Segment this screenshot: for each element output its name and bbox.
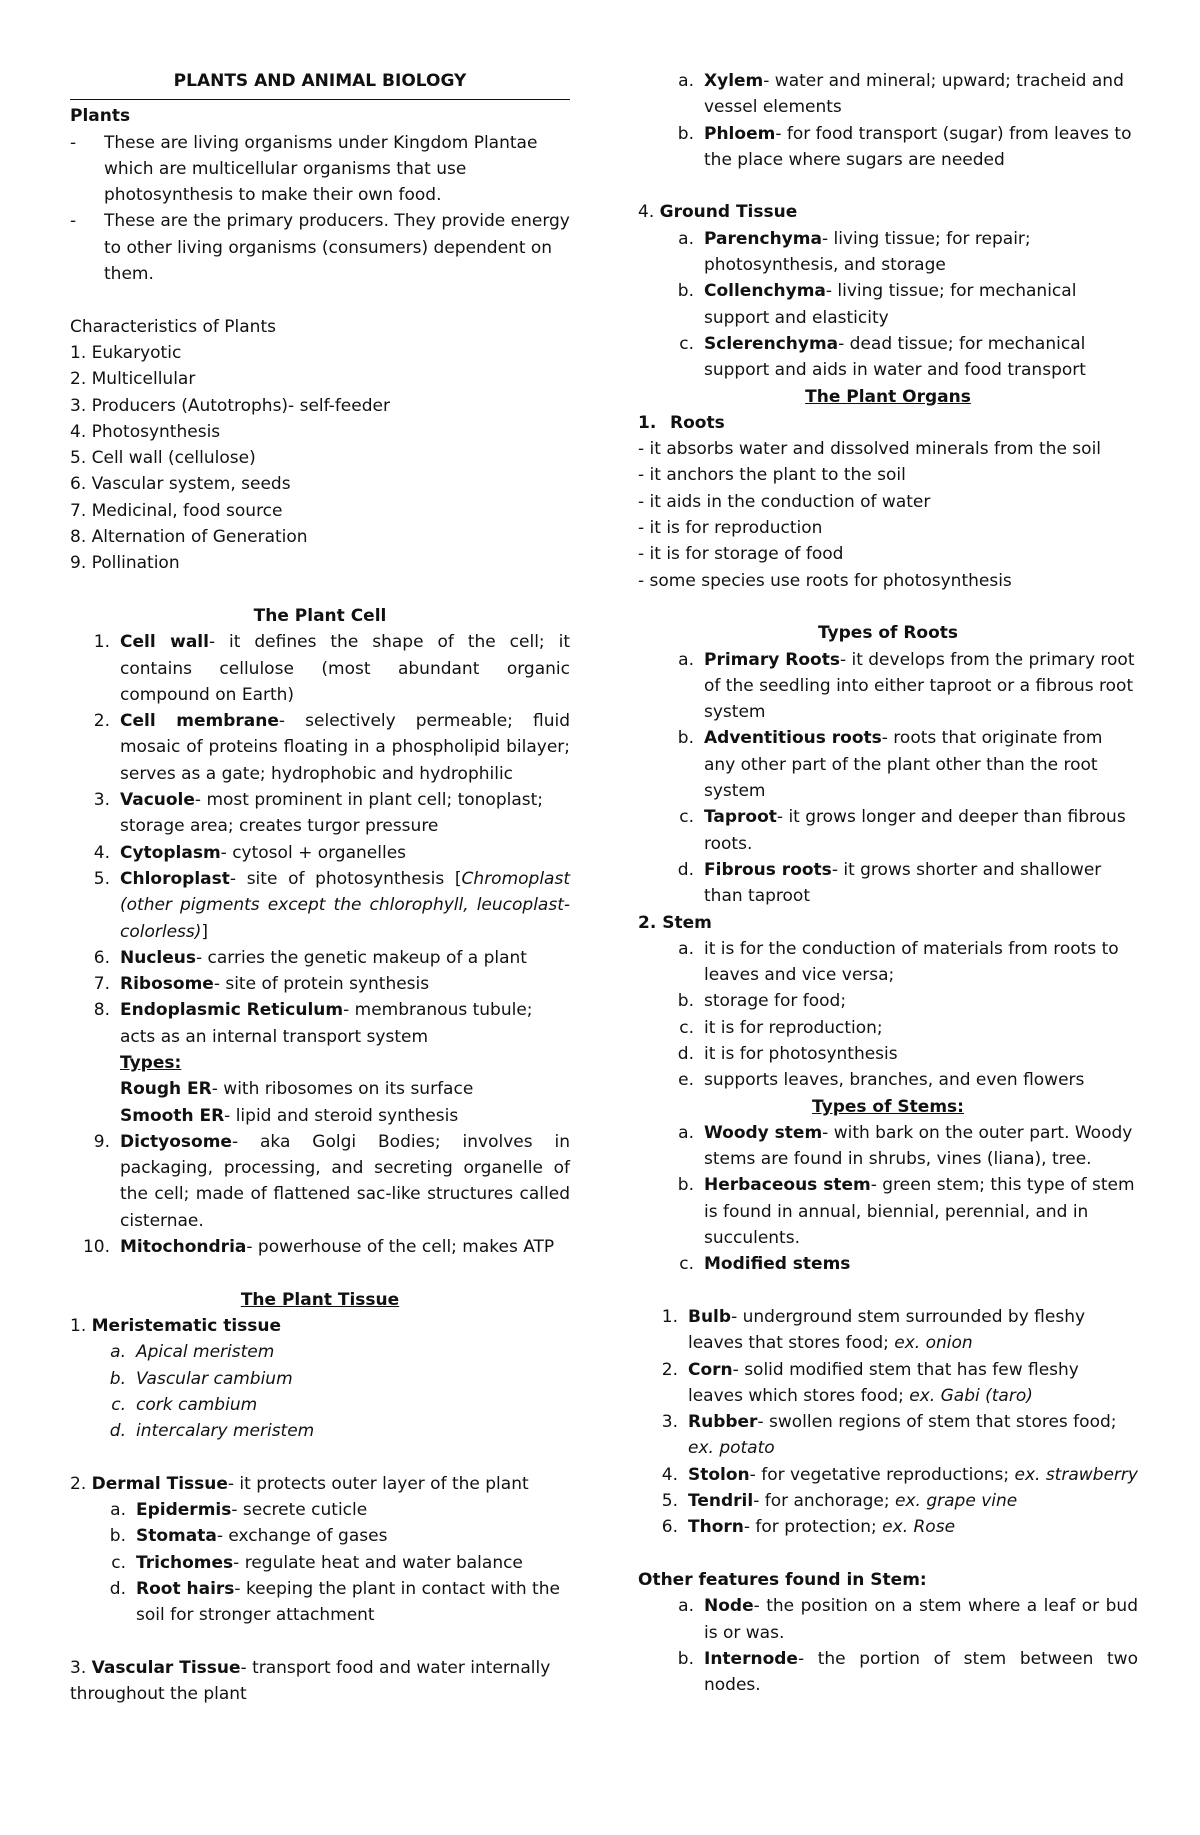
stem-item xyxy=(638,1041,1138,1067)
cell-text: - cytosol + organelles xyxy=(220,842,407,863)
ground-term: Parenchyma xyxy=(704,228,822,249)
feature-text: - the portion of stem between two nodes. xyxy=(704,1648,1138,1696)
cell-term: Nucleus xyxy=(120,947,196,968)
item-letter: c. xyxy=(679,1254,694,1275)
cell-text: - it defines the shape of the cell; it contains cellulose (most abundant organic compound on Earth) xyxy=(120,632,570,705)
modified-stem-term: Thorn xyxy=(688,1517,744,1538)
item-letter: d. xyxy=(677,859,694,880)
item-number: 7. xyxy=(93,974,110,995)
item-letter: d. xyxy=(109,1421,126,1442)
modified-stem-text: - for vegetative reproductions; xyxy=(749,1464,1015,1485)
roots-item: - it absorbs water and dissolved minerals from the soil xyxy=(638,439,1102,460)
item-letter: d. xyxy=(677,1043,694,1064)
cell-term: Cell wall xyxy=(120,632,209,653)
characteristic-item: 4. Photosynthesis xyxy=(70,421,221,442)
cell-text: - selectively permeable; fluid mosaic of proteins floating in a phospholipid bilayer; serves as a gate; hydrophobic and hydrophilic xyxy=(120,711,570,784)
ground-text: - dead tissue; for mechanical support and aids in water and food transport xyxy=(704,333,1086,381)
plants-bullet-text: These are the primary producers. They provide energy to other living organisms (consumers) dependent on them. xyxy=(104,211,570,285)
dermal-item xyxy=(70,1550,570,1576)
cell-term: Vacuole xyxy=(120,790,195,811)
item-number: 9. xyxy=(93,1131,110,1152)
dermal-text: - secrete cuticle xyxy=(231,1500,368,1521)
item-letter: b. xyxy=(109,1368,126,1389)
ground-term: Collenchyma xyxy=(704,281,826,302)
cell-italic-text: Chromoplast (other pigments except the chlorophyll, leucoplast- colorless) xyxy=(120,868,570,942)
stem-text: it is for photosynthesis xyxy=(704,1043,898,1064)
dermal-item xyxy=(70,1576,570,1629)
dermal-text: - regulate heat and water balance xyxy=(233,1552,523,1573)
stem-type-term: Modified stems xyxy=(704,1254,851,1275)
item-letter: b. xyxy=(677,991,694,1012)
root-type-item xyxy=(638,857,1138,910)
plants-bullet-text: These are living organisms under Kingdom Plantae which are multicellular organisms that use photosynthesis to make their own food. xyxy=(104,132,538,206)
other-features-heading: Other features found in Stem: xyxy=(638,1569,927,1590)
stem-type-item xyxy=(638,1172,1138,1251)
root-type-text: - roots that originate from any other part of the plant other than the root system xyxy=(704,728,1103,802)
title-divider xyxy=(70,99,570,100)
characteristic-item: 1. Eukaryotic xyxy=(70,342,182,363)
roots-heading xyxy=(638,410,1138,436)
item-number: 10. xyxy=(82,1237,110,1258)
stem-heading xyxy=(638,910,1138,936)
dermal-text: - exchange of gases xyxy=(216,1526,388,1547)
left-column xyxy=(70,68,570,1707)
organ-term: Roots xyxy=(670,412,725,433)
cell-term: Dictyosome xyxy=(120,1131,232,1152)
item-number: 2. xyxy=(70,1473,87,1494)
item-number: 2. xyxy=(638,912,657,933)
item-letter: a. xyxy=(678,1596,694,1617)
item-letter: a. xyxy=(678,228,694,249)
characteristic-item: 7. Medicinal, food source xyxy=(70,500,283,521)
vascular-item xyxy=(638,68,1138,121)
characteristic-item: 5. Cell wall (cellulose) xyxy=(70,448,256,469)
cell-text: - site of protein synthesis xyxy=(213,974,430,995)
modified-stem-term: Tendril xyxy=(688,1491,754,1512)
item-letter: a. xyxy=(678,649,694,670)
cell-item xyxy=(70,945,570,971)
modified-stem-text: - underground stem surrounded by fleshy leaves that stores food; xyxy=(688,1306,1086,1354)
item-number: 4. xyxy=(638,202,655,223)
ground-text: - living tissue; for repair; photosynthesis, and storage xyxy=(704,228,1031,276)
item-number: 6. xyxy=(661,1517,678,1538)
ground-text: - living tissue; for mechanical support and elasticity xyxy=(704,281,1077,328)
characteristic-item: 8. Alternation of Generation xyxy=(70,527,308,548)
item-number: 3. xyxy=(661,1412,678,1433)
stem-text: supports leaves, branches, and even flowers xyxy=(704,1070,1085,1091)
item-number: 6. xyxy=(93,947,110,968)
ground-heading xyxy=(638,199,1138,225)
modified-stem-term: Stolon xyxy=(688,1464,750,1485)
characteristics-heading: Characteristics of Plants xyxy=(70,316,276,337)
ground-item xyxy=(638,278,1138,331)
root-type-item xyxy=(638,647,1138,726)
meristem-item xyxy=(70,1339,570,1365)
item-letter: b. xyxy=(109,1526,126,1547)
stem-type-term: Woody stem xyxy=(704,1122,823,1143)
cell-item xyxy=(70,1129,570,1234)
root-type-term: Taproot xyxy=(704,807,777,828)
modified-stem-example: ex. potato xyxy=(688,1438,775,1459)
dermal-term: Trichomes xyxy=(136,1552,234,1573)
plants-bullet xyxy=(70,208,570,287)
modified-stem-term: Bulb xyxy=(688,1306,732,1327)
modified-stem-example: ex. Rose xyxy=(882,1517,956,1538)
cell-item xyxy=(70,997,570,1128)
dermal-text: - keeping the plant in contact with the soil for stronger attachment xyxy=(136,1578,560,1626)
cell-item xyxy=(70,629,570,708)
item-letter: b. xyxy=(677,728,694,749)
stem-item xyxy=(638,1067,1138,1093)
root-type-text: - it develops from the primary root of the seedling into either taproot or a fibrous root system xyxy=(704,649,1135,723)
other-feature-item xyxy=(638,1646,1138,1699)
cell-text: - most prominent in plant cell; tonoplast; storage area; creates turgor pressure xyxy=(120,790,543,837)
item-number: 4. xyxy=(661,1464,678,1485)
er-smooth-text: - lipid and steroid synthesis xyxy=(224,1105,459,1126)
modified-stem-text: - swollen regions of stem that stores food; xyxy=(757,1412,1117,1433)
roots-item: - it is for reproduction xyxy=(638,518,823,539)
er-rough-text: - with ribosomes on its surface xyxy=(211,1079,474,1100)
modified-stem-item xyxy=(638,1409,1138,1462)
cell-item xyxy=(70,708,570,787)
item-letter: b. xyxy=(677,281,694,302)
meristem-item xyxy=(70,1366,570,1392)
cell-item xyxy=(70,866,570,945)
roots-item: - some species use roots for photosynthesis xyxy=(638,570,1012,591)
dash-marker: - xyxy=(70,211,77,232)
roots-item: - it is for storage of food xyxy=(638,544,844,565)
tissue-text: - transport food and water internally throughout the plant xyxy=(70,1657,551,1705)
types-of-roots-heading: Types of Roots xyxy=(817,623,959,644)
roots-item: - it anchors the plant to the soil xyxy=(638,465,906,486)
er-rough-term: Rough ER xyxy=(120,1079,212,1100)
plant-tissue-heading: The Plant Tissue xyxy=(240,1289,400,1310)
plant-cell-heading: The Plant Cell xyxy=(253,605,387,626)
cell-term: Endoplasmic Reticulum xyxy=(120,1000,344,1021)
stem-text: it is for reproduction; xyxy=(704,1017,883,1038)
item-letter: c. xyxy=(679,807,694,828)
item-letter: b. xyxy=(677,1175,694,1196)
cell-term: Ribosome xyxy=(120,974,214,995)
dermal-term: Stomata xyxy=(136,1526,217,1547)
cell-text: - aka Golgi Bodies; involves in packaging, processing, and secreting organelle of the cell; made of flattened sac-like structures called cisternae. xyxy=(120,1131,570,1231)
vascular-text: - water and mineral; upward; tracheid and vessel elements xyxy=(704,71,1124,118)
root-type-term: Primary Roots xyxy=(704,649,840,670)
tissue-term: Vascular Tissue xyxy=(91,1657,241,1678)
cell-term: Chloroplast xyxy=(120,868,230,889)
modified-stem-term: Rubber xyxy=(688,1412,758,1433)
vascular-term: Phloem xyxy=(704,123,776,144)
cell-term: Cytoplasm xyxy=(120,842,221,863)
other-feature-item xyxy=(638,1593,1138,1646)
meristem-text: cork cambium xyxy=(136,1394,258,1415)
plants-heading: Plants xyxy=(70,106,131,127)
vascular-text: - for food transport (sugar) from leaves to the place where sugars are needed xyxy=(704,123,1132,170)
characteristic-item: 2. Multicellular xyxy=(70,369,196,390)
item-letter: c. xyxy=(679,333,694,354)
cell-item xyxy=(70,971,570,997)
er-types-label: Types: xyxy=(120,1052,182,1073)
plants-bullet xyxy=(70,130,570,209)
stem-type-text: - with bark on the outer part. Woody stems are found in shrubs, vines (liana), tree. xyxy=(704,1122,1133,1170)
cell-text: - membranous tubule; acts as an internal transport system xyxy=(120,1000,533,1047)
stem-item xyxy=(638,1015,1138,1041)
dermal-heading xyxy=(70,1471,570,1497)
modified-stem-text: - for anchorage; xyxy=(753,1491,896,1512)
characteristic-item: 9. Pollination xyxy=(70,553,180,574)
item-letter: a. xyxy=(110,1342,126,1363)
modified-stem-example: ex. Gabi (taro) xyxy=(909,1385,1033,1406)
item-number: 2. xyxy=(661,1359,678,1380)
modified-stem-term: Corn xyxy=(688,1359,733,1380)
plant-organs-heading: The Plant Organs xyxy=(805,386,971,407)
tissue-text: - it protects outer layer of the plant xyxy=(227,1473,529,1494)
characteristic-item: 3. Producers (Autotrophs)- self-feeder xyxy=(70,395,390,416)
modified-stem-example: ex. grape vine xyxy=(895,1491,1018,1512)
item-letter: c. xyxy=(679,1017,694,1038)
cell-item xyxy=(70,787,570,840)
organ-term: Stem xyxy=(662,912,712,933)
meristem-item xyxy=(70,1392,570,1418)
feature-term: Internode xyxy=(704,1648,798,1669)
item-number: 5. xyxy=(93,868,110,889)
cell-item xyxy=(70,1234,570,1260)
cell-text: - site of photosynthesis [ xyxy=(229,868,462,889)
feature-text: - the position on a stem where a leaf or bud is or was. xyxy=(704,1596,1138,1643)
dermal-item xyxy=(70,1497,570,1523)
dermal-term: Epidermis xyxy=(136,1500,232,1521)
dermal-term: Root hairs xyxy=(136,1578,235,1599)
vascular-item xyxy=(638,121,1138,174)
modified-stem-item xyxy=(638,1462,1138,1488)
item-number: 1. xyxy=(93,632,110,653)
root-type-term: Fibrous roots xyxy=(704,859,832,880)
item-letter: e. xyxy=(678,1070,694,1091)
item-number: 2. xyxy=(93,711,110,732)
item-letter: a. xyxy=(678,71,694,91)
meristem-text: intercalary meristem xyxy=(136,1421,315,1442)
tissue-term: Dermal Tissue xyxy=(91,1473,228,1494)
modified-stem-text: - for protection; xyxy=(743,1517,883,1538)
characteristic-item: 6. Vascular system, seeds xyxy=(70,474,291,495)
modified-stem-example: ex. strawberry xyxy=(1014,1464,1138,1485)
item-letter: b. xyxy=(677,123,694,144)
modified-stem-item xyxy=(638,1357,1138,1410)
item-letter: a. xyxy=(110,1500,126,1521)
ground-term: Sclerenchyma xyxy=(704,333,839,354)
item-number: 1. xyxy=(70,1315,87,1336)
tissue-term: Meristematic tissue xyxy=(91,1315,282,1336)
stem-type-item xyxy=(638,1120,1138,1173)
stem-type-item xyxy=(638,1251,1138,1277)
item-number: 5. xyxy=(661,1491,678,1512)
modified-stem-example: ex. onion xyxy=(894,1333,973,1354)
item-number: 8. xyxy=(93,1000,110,1021)
types-of-stems-heading: Types of Stems: xyxy=(812,1096,964,1117)
root-type-text: - it grows shorter and shallower than taproot xyxy=(704,859,1102,907)
stem-text: it is for the conduction of materials from roots to leaves and vice versa; xyxy=(704,938,1119,986)
page-title: PLANTS AND ANIMAL BIOLOGY xyxy=(173,71,467,91)
stem-text: storage for food; xyxy=(704,991,847,1012)
root-type-item xyxy=(638,804,1138,857)
item-letter: d. xyxy=(109,1578,126,1599)
modified-stem-item xyxy=(638,1488,1138,1514)
vascular-heading xyxy=(70,1655,570,1708)
ground-item xyxy=(638,331,1138,384)
modified-stem-text: - solid modified stem that has few fleshy leaves which stores food; xyxy=(688,1359,1079,1406)
root-type-item xyxy=(638,725,1138,804)
item-letter: a. xyxy=(678,938,694,959)
stem-item xyxy=(638,988,1138,1014)
meristem-text: Apical meristem xyxy=(136,1342,275,1363)
item-letter: c. xyxy=(111,1552,126,1573)
right-column xyxy=(638,68,1138,1698)
meristem-item xyxy=(70,1418,570,1444)
er-smooth-term: Smooth ER xyxy=(120,1105,225,1126)
item-number: 1. xyxy=(638,412,657,433)
item-letter: c. xyxy=(111,1394,126,1415)
item-number: 1. xyxy=(661,1306,678,1327)
cell-item xyxy=(70,840,570,866)
tissue-term: Ground Tissue xyxy=(659,202,798,223)
stem-type-text: - green stem; this type of stem is found in annual, biennial, perennial, and in succulents. xyxy=(704,1175,1135,1249)
item-number: 3. xyxy=(93,790,110,811)
item-number: 3. xyxy=(70,1657,87,1678)
cell-text: ] xyxy=(201,921,209,942)
root-type-term: Adventitious roots xyxy=(704,728,882,749)
dash-marker: - xyxy=(70,132,77,153)
cell-term: Mitochondria xyxy=(120,1237,247,1258)
cell-text: - powerhouse of the cell; makes ATP xyxy=(246,1237,555,1258)
stem-item xyxy=(638,936,1138,989)
modified-stem-item xyxy=(638,1514,1138,1540)
cell-text: - carries the genetic makeup of a plant xyxy=(196,947,527,968)
roots-item: - it aids in the conduction of water xyxy=(638,491,931,512)
ground-item xyxy=(638,226,1138,279)
item-letter: b. xyxy=(677,1648,694,1669)
stem-type-term: Herbaceous stem xyxy=(704,1175,871,1196)
meristematic-heading xyxy=(70,1313,570,1339)
item-number: 4. xyxy=(93,842,110,863)
feature-term: Node xyxy=(704,1596,754,1617)
root-type-text: - it grows longer and deeper than fibrous roots. xyxy=(704,807,1126,854)
dermal-item xyxy=(70,1523,570,1549)
item-letter: a. xyxy=(678,1122,694,1143)
vascular-term: Xylem xyxy=(704,71,764,91)
cell-term: Cell membrane xyxy=(120,711,279,732)
modified-stem-item xyxy=(638,1304,1138,1357)
meristem-text: Vascular cambium xyxy=(136,1368,293,1389)
